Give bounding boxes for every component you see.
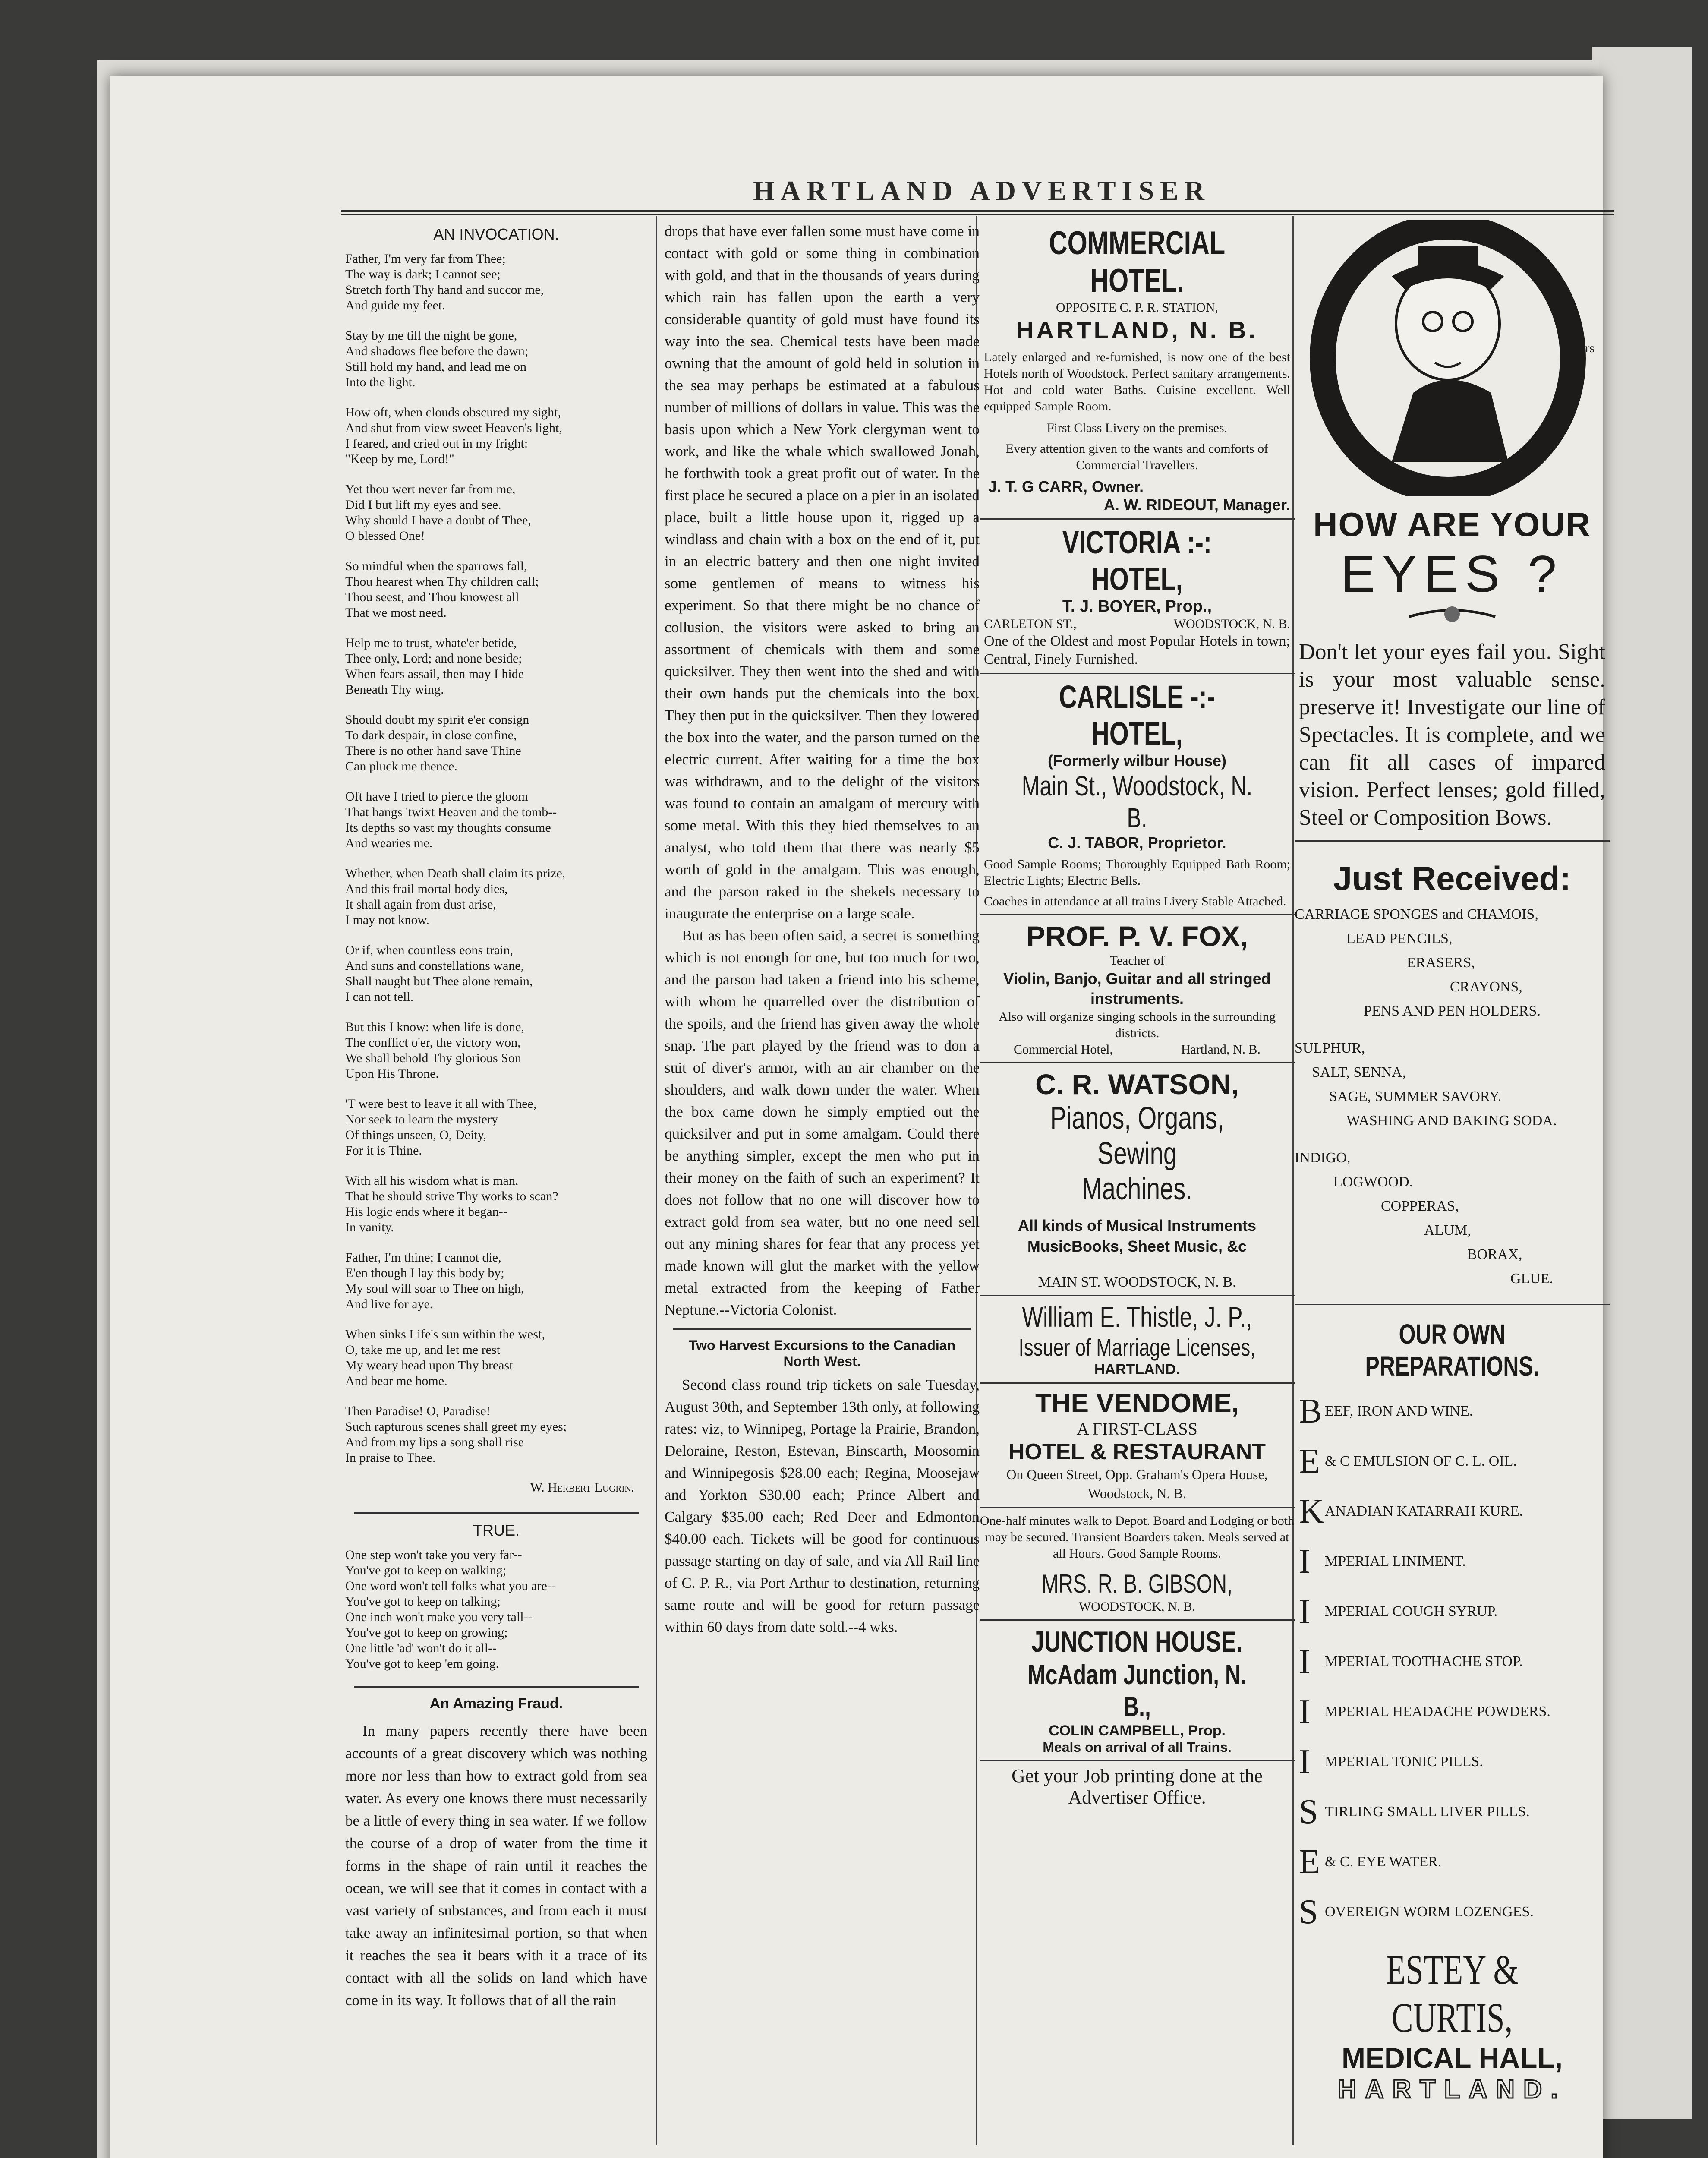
- column-rule: [656, 216, 657, 2145]
- ornament-icon: [1405, 604, 1500, 625]
- just-received-item: COPPERAS,: [1381, 1198, 1459, 1214]
- divider: [980, 1760, 1295, 1761]
- ad-line: Pianos, Organs, Sewing: [1050, 1101, 1224, 1171]
- stanza: How oft, when clouds obscured my sight, And shut from view sweet Heaven's light, I feared, and cried out in my fright: "Keep by me, Lord!": [345, 405, 562, 466]
- true-title: TRUE.: [473, 1521, 520, 1539]
- hartland-town: HARTLAND.: [1338, 2075, 1566, 2104]
- preparation-item: [1299, 1386, 1610, 1436]
- stanza: Father, I'm thine; I cannot die, E'en though I lay this body by; My soul will soar to Thee on high, And live for aye.: [345, 1250, 524, 1311]
- just-received-item: BORAX,: [1467, 1246, 1522, 1262]
- stanza: 'T were best to leave it all with Thee, Nor seek to learn the mystery Of things unseen, O, Deity, For it is Thine.: [345, 1097, 537, 1158]
- ad-name: COMMERCIAL HOTEL.: [1049, 225, 1226, 299]
- ad-line: McAdam Junction, N. B.,: [1027, 1659, 1247, 1722]
- divider: [980, 1295, 1295, 1296]
- stanza: Oft have I tried to pierce the gloom That hangs 'twixt Heaven and the tomb-- Its depths so vast my thoughts consume And wearies me.: [345, 789, 557, 850]
- stanza: Then Paradise! O, Paradise! Such rapturous scenes shall greet my eyes; And from my lips a song shall rise In praise to Thee.: [345, 1404, 567, 1465]
- preparation-name: EEF, IRON AND WINE.: [1325, 1403, 1473, 1419]
- stanza: But this I know: when life is done, The conflict o'er, the victory won, We shall behold Thy glorious Son Upon His Throne.: [345, 1020, 524, 1081]
- just-received-item: SULPHUR,: [1295, 1040, 1365, 1056]
- preparation-name: MPERIAL TONIC PILLS.: [1325, 1754, 1483, 1770]
- vendome-ad: [980, 1388, 1295, 1615]
- ad-line: Meals on arrival of all Trains.: [1043, 1739, 1232, 1755]
- just-received-group: [1295, 1036, 1610, 1133]
- preparation-name: MPERIAL LINIMENT.: [1325, 1553, 1466, 1569]
- preparation-item: [1299, 1887, 1610, 1937]
- preparation-name: MPERIAL HEADACHE POWDERS.: [1325, 1704, 1550, 1719]
- just-received-group: [1295, 1146, 1610, 1291]
- just-received-item: CARRIAGE SPONGES and CHAMOIS,: [1295, 906, 1538, 922]
- divider: [354, 1512, 639, 1514]
- stanza: With all his wisdom what is man, That he should strive Thy works to scan? His logic ends where it began-- In vanity.: [345, 1174, 558, 1234]
- junction-ad: [980, 1625, 1295, 1755]
- preparation-item: [1299, 1787, 1610, 1837]
- stanza: Or if, when countless eons train, And suns and constellations wane, Shall naught but Thee alone remain, I can not tell.: [345, 943, 533, 1004]
- divider: [980, 1062, 1295, 1063]
- ad-line: Issuer of Marriage Licenses,: [1018, 1334, 1256, 1361]
- preparation-item: [1299, 1687, 1610, 1737]
- just-received-item: INDIGO,: [1295, 1150, 1351, 1166]
- ad-line: Main St., Woodstock, N. B.: [1021, 770, 1253, 833]
- logo-tail: urs: [1579, 341, 1595, 355]
- divider: [980, 914, 1295, 915]
- ad-name: VICTORIA :-: HOTEL,: [1062, 524, 1212, 597]
- fraud-title: An Amazing Fraud.: [429, 1695, 563, 1712]
- true-poem: One step won't take you very far-- You've got to keep on walking; One word won't tell folks what you are-- You've got to keep on talking; One inch won't make you very tall-- You've got to keep on growing; One little 'ad' won't do it all-- You've got to keep 'em going.: [345, 1548, 556, 1671]
- ad-line: HARTLAND, N. B.: [1016, 316, 1258, 344]
- preparation-initial: E: [1299, 1442, 1320, 1480]
- just-received-item: SALT, SENNA,: [1312, 1064, 1406, 1080]
- ad-line: On Queen Street, Opp. Graham's Opera House, Woodstock, N. B.: [1006, 1467, 1268, 1501]
- preparation-initial: I: [1299, 1592, 1311, 1631]
- fraud-text: In many papers recently there have been accounts of a great discovery which was nothing more nor less than how to extract gold from sea water. As every one knows there must necessarily be a little of every thing in sea water. If we follow the course of a drop of water from the time it forms in the shape of rain until it reaches the ocean, we will see that it comes in contact with a vast variety of substances, and from each it must take away an infinitesimal portion, so that when it reaches the sea it bears with it a trace of its contact with all the solids on land which have come in its way. It follows that of all the rain: [345, 1723, 647, 2009]
- just-received-item: LOGWOOD.: [1333, 1174, 1413, 1190]
- ad-line: WOODSTOCK, N. B.: [1173, 617, 1290, 631]
- ad-line: First Class Livery on the premises.: [1046, 421, 1228, 435]
- ornament: [1295, 604, 1610, 630]
- preparation-initial: B: [1299, 1392, 1322, 1430]
- preparation-initial: K: [1299, 1492, 1324, 1530]
- divider: [980, 1382, 1295, 1384]
- estey-name: ESTEY & CURTIS,: [1386, 1947, 1519, 2041]
- ad-name: CARLISLE -:- HOTEL,: [1059, 679, 1216, 751]
- thistle-ad: [980, 1300, 1295, 1378]
- ad-name: THE VENDOME,: [1035, 1388, 1239, 1418]
- man-in-o-illustration: [1305, 220, 1599, 496]
- ad-line: MAIN ST. WOODSTOCK, N. B.: [1038, 1274, 1236, 1290]
- ad-line: HARTLAND.: [1094, 1361, 1180, 1378]
- ad-line: T. J. BOYER, Prop.,: [1062, 597, 1212, 615]
- preparation-initial: I: [1299, 1642, 1311, 1681]
- poem-author: W. Herbert Lugrin.: [530, 1480, 634, 1495]
- eyes-text: Don't let your eyes fail you. Sight is your most valuable sense. preserve it! Investigate our line of Spectacles. It is complete, and we can fit all cases of impared vision. Perfect lenses; gold filled, Steel or Composition Bows.: [1299, 640, 1605, 830]
- ad-owner: J. T. G CARR, Owner.: [988, 478, 1144, 495]
- masthead-rule: [341, 210, 1614, 215]
- preparations-list: [1299, 1386, 1610, 1937]
- just-received-group: [1295, 902, 1610, 1023]
- divider: [980, 518, 1295, 520]
- harvest-text: Second class round trip tickets on sale Tuesday, August 30th, and September 13th only, at following rates: viz, to Winnipeg, Portage la Prairie, Brandon, Deloraine, Reston, Estevan, Binscarth, Moosomin and Winnipegosis $28.00 each; Regina, Moosejaw and Yorkton $30.00 each; Prince Albert and Calgary $35.00 each; Red Deer and Edmonton $40.00 each. Tickets will be good for continuous passage starting on day of sale, and via All Rail line of C. P. R., via Port Arthur to destination, returning same route and will be good for return passage within 60 days from date sold.--4 wks.: [665, 1376, 980, 1635]
- harvest-title: Two Harvest Excursions to the Canadian North West.: [688, 1338, 956, 1369]
- divider: [354, 1686, 639, 1688]
- just-received-item: ERASERS,: [1407, 955, 1475, 971]
- divider: [1295, 840, 1610, 842]
- preparation-initial: E: [1299, 1843, 1320, 1881]
- ad-line: Hartland, N. B.: [1181, 1042, 1261, 1057]
- ad-manager: A. W. RIDEOUT, Manager.: [1103, 496, 1290, 514]
- preparation-item: [1299, 1637, 1610, 1687]
- just-received-item: SAGE, SUMMER SAVORY.: [1329, 1088, 1502, 1104]
- preparation-name: OVEREIGN WORM LOZENGES.: [1325, 1904, 1534, 1920]
- column-3-ads: [980, 220, 1295, 1808]
- preparation-item: [1299, 1587, 1610, 1637]
- fraud-continued: But as has been often said, a secret is something which is not enough for one, but too much for two, and the parson had taken a friend into his scheme, with whom he quarrelled over the distribution of the spoils, and the friend has given away the whole snap. The part played by the friend was to don a suit of diver's armor, with an air chamber on the shoulders, and walk down under the water. When the box came down he simply emptied out the quicksilver and put in some amalgam. Could there be anything simpler, except the men who put in their money on the faith of such an experiment? It does not follow that no one will discover how to extract gold from sea water, but no one need sell out any mining shares for fear that any process yet made known will glut the market with the yellow metal extracted from the keeping of Father Neptune.--Victoria Colonist.: [665, 927, 980, 1318]
- stanza: Whether, when Death shall claim its prize, And this frail mortal body dies, It shall again from dust arise, I may not know.: [345, 866, 566, 927]
- just-received-list: [1295, 902, 1610, 1291]
- fox-ad: [980, 920, 1295, 1058]
- ad-line: All kinds of Musical Instruments MusicBooks, Sheet Music, &c: [1018, 1217, 1257, 1255]
- ad-name: PROF. P. V. FOX,: [1026, 920, 1248, 952]
- preparation-item: [1299, 1737, 1610, 1787]
- invocation-title: AN INVOCATION.: [433, 225, 559, 243]
- ad-line: Also will organize singing schools in the surrounding districts.: [999, 1010, 1276, 1040]
- victoria-hotel-ad: [980, 524, 1295, 669]
- commercial-hotel-ad: [980, 224, 1295, 514]
- column-2: [665, 220, 980, 1638]
- divider: [980, 673, 1295, 674]
- column-4-ads: [1295, 220, 1610, 2104]
- divider: [673, 1328, 971, 1330]
- preparation-name: MPERIAL COUGH SYRUP.: [1325, 1603, 1498, 1619]
- divider: [1295, 1304, 1610, 1305]
- eyes-word: EYES ?: [1340, 545, 1564, 603]
- preparation-initial: I: [1299, 1692, 1311, 1731]
- ad-line: Every attention given to the wants and comforts of Commercial Travellers.: [1005, 442, 1269, 472]
- ad-desc: Coaches in attendance at all trains Livery Stable Attached.: [984, 894, 1286, 909]
- ad-line: MRS. R. B. GIBSON,: [1041, 1569, 1233, 1598]
- just-received-item: GLUE.: [1510, 1271, 1554, 1287]
- divider: [980, 1507, 1295, 1508]
- ad-desc: Lately enlarged and re-furnished, is now one of the best Hotels north of Woodstock. Perfect sanitary arrangements. Hot and cold water Baths. Cuisine excellent. Well equipped Sample Room.: [984, 350, 1290, 413]
- just-received-item: LEAD PENCILS,: [1346, 931, 1453, 946]
- watson-ad: [980, 1068, 1295, 1290]
- ad-desc: One of the Oldest and most Popular Hotels in town; Central, Finely Furnished.: [984, 633, 1290, 667]
- preparation-initial: S: [1299, 1792, 1318, 1831]
- ad-desc: Good Sample Rooms; Thoroughly Equipped Bath Room; Electric Lights; Electric Bells.: [984, 857, 1290, 888]
- preparation-item: [1299, 1536, 1610, 1587]
- carlisle-hotel-ad: [980, 678, 1295, 910]
- preparation-item: [1299, 1436, 1610, 1486]
- ad-name: William E. Thistle, J. P.,: [1022, 1301, 1252, 1333]
- ad-line: COLIN CAMPBELL, Prop.: [1049, 1723, 1226, 1739]
- ad-line: HOTEL & RESTAURANT: [1008, 1439, 1266, 1464]
- preparation-initial: S: [1299, 1893, 1318, 1931]
- job-printing-ad: Get your Job printing done at the Advertiser Office.: [1012, 1765, 1263, 1808]
- medical-hall: MEDICAL HALL,: [1341, 2042, 1563, 2074]
- ad-line: OPPOSITE C. P. R. STATION,: [1056, 300, 1218, 315]
- preparation-name: MPERIAL TOOTHACHE STOP.: [1325, 1653, 1523, 1669]
- preparation-name: & C. EYE WATER.: [1325, 1854, 1442, 1870]
- stanza: When sinks Life's sun within the west, O, take me up, and let me rest My weary head upon Thy breast And bear me home.: [345, 1327, 545, 1388]
- eyes-ad-illustration: [1305, 220, 1599, 496]
- ad-line: Machines.: [1082, 1172, 1192, 1206]
- ad-name: JUNCTION HOUSE.: [1031, 1625, 1243, 1658]
- divider: [980, 1619, 1295, 1621]
- ad-line: C. J. TABOR, Proprietor.: [1048, 834, 1226, 852]
- ad-desc: One-half minutes walk to Depot. Board and Lodging or both may be secured. Transient Boarders taken. Meals served at all Hours. Good Sample Rooms.: [980, 1514, 1295, 1561]
- preparation-initial: I: [1299, 1742, 1311, 1781]
- stanza: Should doubt my spirit e'er consign To dark despair, in close confine, There is no other hand save Thine Can pluck me thence.: [345, 713, 529, 773]
- stanza: So mindful when the sparrows fall, Thou hearest when Thy children call; Thou seest, and Thou knowest all That we most need.: [345, 559, 539, 620]
- preparation-item: [1299, 1486, 1610, 1536]
- ad-name: C. R. WATSON,: [1035, 1068, 1239, 1100]
- ad-line: A FIRST-CLASS: [1077, 1419, 1197, 1439]
- stanza: Stay by me till the night be gone, And shadows flee before the dawn; Still hold my hand, and lead me on Into the light.: [345, 328, 529, 389]
- preparation-name: TIRLING SMALL LIVER PILLS.: [1325, 1804, 1530, 1820]
- stanza: Father, I'm very far from Thee; The way is dark; I cannot see; Stretch forth Thy hand and succor me, And guide my feet.: [345, 252, 544, 312]
- masthead: HARTLAND ADVERTISER: [753, 175, 1210, 206]
- ad-line: (Formerly wilbur House): [1047, 752, 1227, 770]
- just-received-item: WASHING AND BAKING SODA.: [1346, 1113, 1557, 1129]
- just-received-title: Just Received:: [1333, 859, 1571, 897]
- just-received-item: PENS AND PEN HOLDERS.: [1364, 1003, 1541, 1019]
- ad-line: WOODSTOCK, N. B.: [1078, 1600, 1196, 1614]
- preparation-initial: I: [1299, 1542, 1311, 1581]
- ad-line: Commercial Hotel,: [1013, 1042, 1113, 1057]
- preparation-name: ANADIAN KATARRAH KURE.: [1325, 1503, 1523, 1519]
- stanza: Yet thou wert never far from me, Did I but lift my eyes and see. Why should I have a doubt of Thee, O blessed One!: [345, 482, 532, 543]
- ad-line: Teacher of: [1109, 953, 1165, 968]
- preparation-item: [1299, 1837, 1610, 1887]
- ad-line: Violin, Banjo, Guitar and all stringed instruments.: [1003, 970, 1271, 1007]
- fraud-continued: drops that have ever fallen some must have come in contact with gold or some thing in combination with gold, and that in the thousands of years during which rain has fallen upon the earth a very considerable quantity of gold must have found its way into the sea. Chemical tests have been made owning that the amount of gold held in solution in the sea may perhaps be estimated at a fabulous number of millions of dollars in value. This was the basis upon which a New York clergyman went to work, and like the whale which swallowed Jonah, he forthwith took a great profit out of water. In the first place he secured a place on a pier in an isolated place, built a little house upon it, rigged up a windlass and chain with a box on the end of it, put in an electric battery and then one night invited some gentlemen of means to witness his experiment. So that there might be no chance of collusion, the visitors were asked to bring an assortment of chemicals with them and some quicksilver. They then went into the shed and with their own hands put the chemicals into the box. They then put in the quicksilver. Then they lowered the box into the water, and the parson turned on the electric current. After waiting for a time the box was withdrawn, and to the delight of the visitors was found to contain an amalgam of mercury with some metal. With this they hied themselves to an analyst, who told them that there was nearly $5 worth of gold in the amalgam. This was enough, and the parson raked in the shekels necessary to inaugurate the enterprise on a large scale.: [665, 223, 980, 922]
- just-received-item: CRAYONS,: [1450, 979, 1522, 995]
- eyes-headline: HOW ARE YOUR: [1313, 505, 1591, 543]
- preparation-name: & C EMULSION OF C. L. OIL.: [1325, 1453, 1517, 1469]
- column-1: [345, 220, 647, 2012]
- preparations-title: OUR OWN PREPARATIONS.: [1365, 1319, 1539, 1382]
- just-received-item: ALUM,: [1424, 1222, 1471, 1238]
- ad-line: CARLETON ST.,: [984, 617, 1077, 631]
- invocation-poem: [345, 251, 647, 1495]
- stanza: Help me to trust, whate'er betide, Thee only, Lord; and none beside; When fears assail, then may I hide Beneath Thy wing.: [345, 636, 524, 697]
